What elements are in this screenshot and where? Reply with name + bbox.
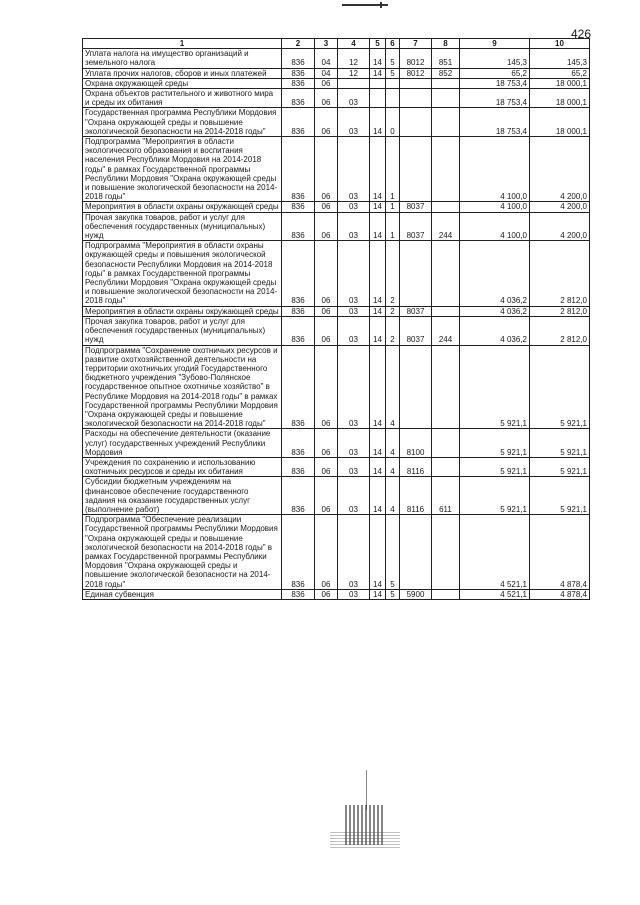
table-row bbox=[83, 306, 590, 316]
cell-c2: 836 bbox=[282, 345, 315, 429]
cell-c6: 5 bbox=[386, 589, 400, 599]
cell-c2: 836 bbox=[282, 429, 315, 458]
cell-c4: 03 bbox=[338, 345, 370, 429]
cell-c8 bbox=[432, 108, 460, 137]
cell-c3: 06 bbox=[315, 515, 338, 590]
cell-c10: 4 878,4 bbox=[530, 515, 590, 590]
cell-c4: 03 bbox=[338, 212, 370, 241]
cell-c4 bbox=[338, 78, 370, 88]
cell-c7: 8037 bbox=[400, 306, 432, 316]
cell-c3: 06 bbox=[315, 316, 338, 345]
cell-c3: 06 bbox=[315, 202, 338, 212]
cell-c6 bbox=[386, 89, 400, 108]
row-name: Учреждения по сохранению и использованию охотничьих ресурсов и среды их обитания bbox=[83, 457, 282, 476]
table-row bbox=[83, 515, 590, 590]
cell-c9: 5 921,1 bbox=[460, 429, 530, 458]
col-header: 8 bbox=[432, 39, 460, 49]
cell-c9: 4 036,2 bbox=[460, 241, 530, 306]
cell-c5: 14 bbox=[370, 589, 386, 599]
cell-c9: 18 753,4 bbox=[460, 78, 530, 88]
cell-c10: 4 200,0 bbox=[530, 137, 590, 202]
cell-c9: 4 521,1 bbox=[460, 515, 530, 590]
cell-c7: 8012 bbox=[400, 68, 432, 78]
cell-c4: 03 bbox=[338, 429, 370, 458]
cell-c7 bbox=[400, 78, 432, 88]
cell-c8 bbox=[432, 589, 460, 599]
table-row bbox=[83, 457, 590, 476]
cell-c10: 145,3 bbox=[530, 49, 590, 68]
table-row bbox=[83, 137, 590, 202]
row-name: Подпрограмма "Сохранение охотничьих ресурсов и развитие охотхозяйственной деятельности на территории охотничьих угодий Государственного бюджетного учреждения "Зубово-Полянское государственное опытное охотничье хозяйство" в Республике Мордовия на 2014-2018 годы" в рамках Государственной программы Республики Мордовия "Охрана окружающей среды и повышение экологической безопасности на 2014-2018 годы" bbox=[83, 345, 282, 429]
cell-c2: 836 bbox=[282, 89, 315, 108]
cell-c8 bbox=[432, 515, 460, 590]
cell-c5: 14 bbox=[370, 429, 386, 458]
cell-c4: 12 bbox=[338, 49, 370, 68]
cell-c8 bbox=[432, 457, 460, 476]
cell-c10: 5 921,1 bbox=[530, 345, 590, 429]
cell-c5: 14 bbox=[370, 108, 386, 137]
row-name: Подпрограмма "Мероприятия в области экологического образования и воспитания населения Республики Мордовия на 2014-2018 годы" в рамках Государственной программы Республики Мордовия "Охрана окружающей среды и повышение экологической безопасности на 2014-2018 годы" bbox=[83, 137, 282, 202]
row-name: Прочая закупка товаров, работ и услуг для обеспечения государственных (муниципальных) нужд bbox=[83, 212, 282, 241]
table-row bbox=[83, 89, 590, 108]
cell-c7: 8100 bbox=[400, 429, 432, 458]
cell-c4: 03 bbox=[338, 108, 370, 137]
cell-c6: 5 bbox=[386, 68, 400, 78]
cell-c5: 14 bbox=[370, 457, 386, 476]
cell-c10: 4 200,0 bbox=[530, 202, 590, 212]
cell-c2: 836 bbox=[282, 212, 315, 241]
row-name: Субсидии бюджетным учреждениям на финансовое обеспечение государственного задания на оказание государственных услуг (выполнение работ) bbox=[83, 477, 282, 515]
cell-c10: 5 921,1 bbox=[530, 477, 590, 515]
cell-c9: 4 100,0 bbox=[460, 212, 530, 241]
col-header: 10 bbox=[530, 39, 590, 49]
cell-c5 bbox=[370, 89, 386, 108]
cell-c4: 03 bbox=[338, 316, 370, 345]
cell-c5: 14 bbox=[370, 515, 386, 590]
cell-c8: 244 bbox=[432, 212, 460, 241]
cell-c7 bbox=[400, 515, 432, 590]
cell-c10: 18 000,1 bbox=[530, 89, 590, 108]
cell-c10: 2 812,0 bbox=[530, 241, 590, 306]
cell-c2: 836 bbox=[282, 306, 315, 316]
cell-c8 bbox=[432, 429, 460, 458]
cell-c9: 4 100,0 bbox=[460, 137, 530, 202]
row-name: Уплата налога на имущество организаций и земельного налога bbox=[83, 49, 282, 68]
row-name: Охрана объектов растительного и животного мира и среды их обитания bbox=[83, 89, 282, 108]
cell-c6: 0 bbox=[386, 108, 400, 137]
cell-c6: 2 bbox=[386, 316, 400, 345]
cell-c8: 611 bbox=[432, 477, 460, 515]
row-name: Расходы на обеспечение деятельности (оказание услуг) государственных учреждений Республики Мордовия bbox=[83, 429, 282, 458]
cell-c9: 5 921,1 bbox=[460, 457, 530, 476]
cell-c9: 4 036,2 bbox=[460, 316, 530, 345]
cell-c5: 14 bbox=[370, 241, 386, 306]
cell-c8 bbox=[432, 202, 460, 212]
cell-c7 bbox=[400, 137, 432, 202]
table-row bbox=[83, 345, 590, 429]
row-name: Подпрограмма "Мероприятия в области охраны окружающей среды и повышения экологической безопасности Республики Мордовия на 2014-2018 годы" в рамках Государственной программы Республики Мордовия "Охрана окружающей среды и повышение экологической безопасности на 2014-2018 годы" bbox=[83, 241, 282, 306]
cell-c10: 4 878,4 bbox=[530, 589, 590, 599]
cell-c2: 836 bbox=[282, 78, 315, 88]
cell-c6: 4 bbox=[386, 477, 400, 515]
row-name: Прочая закупка товаров, работ и услуг для обеспечения государственных (муниципальных) нужд bbox=[83, 316, 282, 345]
cell-c9: 4 100,0 bbox=[460, 202, 530, 212]
table-row bbox=[83, 429, 590, 458]
page-number: 426 bbox=[571, 27, 592, 41]
cell-c5: 14 bbox=[370, 212, 386, 241]
col-header: 1 bbox=[83, 39, 282, 49]
cell-c7 bbox=[400, 89, 432, 108]
cell-c7: 8037 bbox=[400, 316, 432, 345]
cell-c3: 06 bbox=[315, 108, 338, 137]
col-header: 5 bbox=[370, 39, 386, 49]
cell-c4: 03 bbox=[338, 477, 370, 515]
table-row bbox=[83, 589, 590, 599]
cell-c4: 03 bbox=[338, 202, 370, 212]
cell-c2: 836 bbox=[282, 589, 315, 599]
table-row bbox=[83, 477, 590, 515]
cell-c9: 145,3 bbox=[460, 49, 530, 68]
table-row bbox=[83, 78, 590, 88]
row-name: Уплата прочих налогов, сборов и иных платежей bbox=[83, 68, 282, 78]
cell-c5: 14 bbox=[370, 202, 386, 212]
cell-c3: 06 bbox=[315, 477, 338, 515]
cell-c8: 852 bbox=[432, 68, 460, 78]
row-name: Мероприятия в области охраны окружающей среды bbox=[83, 202, 282, 212]
table-row bbox=[83, 68, 590, 78]
cell-c3: 04 bbox=[315, 68, 338, 78]
cell-c5: 14 bbox=[370, 137, 386, 202]
cell-c9: 4 521,1 bbox=[460, 589, 530, 599]
col-header: 2 bbox=[282, 39, 315, 49]
cell-c6: 5 bbox=[386, 515, 400, 590]
cell-c6: 4 bbox=[386, 457, 400, 476]
scan-mark bbox=[380, 2, 382, 8]
cell-c3: 06 bbox=[315, 457, 338, 476]
cell-c3: 06 bbox=[315, 89, 338, 108]
row-name: Мероприятия в области охраны окружающей среды bbox=[83, 306, 282, 316]
cell-c3: 06 bbox=[315, 78, 338, 88]
cell-c7: 8037 bbox=[400, 212, 432, 241]
cell-c10: 18 000,1 bbox=[530, 108, 590, 137]
cell-c2: 836 bbox=[282, 108, 315, 137]
cell-c2: 836 bbox=[282, 49, 315, 68]
cell-c10: 18 000,1 bbox=[530, 78, 590, 88]
cell-c7 bbox=[400, 108, 432, 137]
cell-c7 bbox=[400, 241, 432, 306]
cell-c4: 03 bbox=[338, 457, 370, 476]
cell-c3: 06 bbox=[315, 429, 338, 458]
cell-c8 bbox=[432, 137, 460, 202]
cell-c5: 14 bbox=[370, 345, 386, 429]
cell-c5 bbox=[370, 78, 386, 88]
cell-c3: 06 bbox=[315, 345, 338, 429]
cell-c4: 03 bbox=[338, 89, 370, 108]
table-row bbox=[83, 316, 590, 345]
cell-c2: 836 bbox=[282, 68, 315, 78]
table-row bbox=[83, 212, 590, 241]
header-row bbox=[83, 39, 590, 49]
cell-c4: 03 bbox=[338, 515, 370, 590]
cell-c8 bbox=[432, 78, 460, 88]
table-row bbox=[83, 202, 590, 212]
col-header: 4 bbox=[338, 39, 370, 49]
cell-c6: 4 bbox=[386, 345, 400, 429]
cell-c2: 836 bbox=[282, 457, 315, 476]
cell-c3: 04 bbox=[315, 49, 338, 68]
cell-c2: 836 bbox=[282, 316, 315, 345]
col-header: 7 bbox=[400, 39, 432, 49]
cell-c4: 03 bbox=[338, 589, 370, 599]
cell-c2: 836 bbox=[282, 477, 315, 515]
row-name: Охрана окружающей среды bbox=[83, 78, 282, 88]
cell-c7: 8037 bbox=[400, 202, 432, 212]
cell-c9: 18 753,4 bbox=[460, 89, 530, 108]
cell-c2: 836 bbox=[282, 515, 315, 590]
row-name: Государственная программа Республики Мордовия "Охрана окружающей среды и повышение экологической безопасности на 2014-2018 годы" bbox=[83, 108, 282, 137]
cell-c2: 836 bbox=[282, 202, 315, 212]
cell-c5: 14 bbox=[370, 306, 386, 316]
cell-c6: 1 bbox=[386, 202, 400, 212]
cell-c3: 06 bbox=[315, 306, 338, 316]
table-row bbox=[83, 241, 590, 306]
cell-c6 bbox=[386, 78, 400, 88]
cell-c5: 14 bbox=[370, 68, 386, 78]
cell-c7: 8116 bbox=[400, 477, 432, 515]
cell-c3: 06 bbox=[315, 137, 338, 202]
cell-c8: 851 bbox=[432, 49, 460, 68]
cell-c8: 244 bbox=[432, 316, 460, 345]
row-name: Подпрограмма "Обеспечение реализации Государственной программы Республики Мордовия "Охрана окружающей среды и повышение экологической безопасности на 2014-2018 годы" в рамках Государственной программы Республики Мордовия "Охрана окружающей среды и повышение экологической безопасности на 2014-2018 годы" bbox=[83, 515, 282, 590]
cell-c6: 1 bbox=[386, 212, 400, 241]
cell-c9: 5 921,1 bbox=[460, 477, 530, 515]
cell-c8 bbox=[432, 241, 460, 306]
cell-c9: 18 753,4 bbox=[460, 108, 530, 137]
cell-c6: 2 bbox=[386, 306, 400, 316]
cell-c9: 4 036,2 bbox=[460, 306, 530, 316]
cell-c3: 06 bbox=[315, 212, 338, 241]
cell-c6: 4 bbox=[386, 429, 400, 458]
cell-c7: 5900 bbox=[400, 589, 432, 599]
cell-c6: 5 bbox=[386, 49, 400, 68]
row-name: Единая субвенция bbox=[83, 589, 282, 599]
budget-table bbox=[82, 38, 590, 600]
cell-c10: 4 200,0 bbox=[530, 212, 590, 241]
cell-c7 bbox=[400, 345, 432, 429]
cell-c3: 06 bbox=[315, 589, 338, 599]
cell-c8 bbox=[432, 89, 460, 108]
cell-c2: 836 bbox=[282, 137, 315, 202]
col-header: 3 bbox=[315, 39, 338, 49]
cell-c9: 65,2 bbox=[460, 68, 530, 78]
cell-c10: 5 921,1 bbox=[530, 457, 590, 476]
table-row bbox=[83, 49, 590, 68]
cell-c4: 03 bbox=[338, 306, 370, 316]
cell-c8 bbox=[432, 345, 460, 429]
table-row bbox=[83, 108, 590, 137]
col-header: 6 bbox=[386, 39, 400, 49]
cell-c6: 1 bbox=[386, 137, 400, 202]
cell-c2: 836 bbox=[282, 241, 315, 306]
scan-smudge bbox=[330, 830, 400, 848]
scan-line bbox=[366, 770, 367, 810]
cell-c3: 06 bbox=[315, 241, 338, 306]
cell-c5: 14 bbox=[370, 49, 386, 68]
cell-c5: 14 bbox=[370, 316, 386, 345]
cell-c4: 12 bbox=[338, 68, 370, 78]
col-header: 9 bbox=[460, 39, 530, 49]
cell-c7: 8116 bbox=[400, 457, 432, 476]
cell-c7: 8012 bbox=[400, 49, 432, 68]
cell-c4: 03 bbox=[338, 137, 370, 202]
cell-c8 bbox=[432, 306, 460, 316]
cell-c10: 5 921,1 bbox=[530, 429, 590, 458]
cell-c6: 2 bbox=[386, 241, 400, 306]
cell-c5: 14 bbox=[370, 477, 386, 515]
cell-c10: 2 812,0 bbox=[530, 316, 590, 345]
cell-c10: 65,2 bbox=[530, 68, 590, 78]
cell-c10: 2 812,0 bbox=[530, 306, 590, 316]
cell-c9: 5 921,1 bbox=[460, 345, 530, 429]
cell-c4: 03 bbox=[338, 241, 370, 306]
